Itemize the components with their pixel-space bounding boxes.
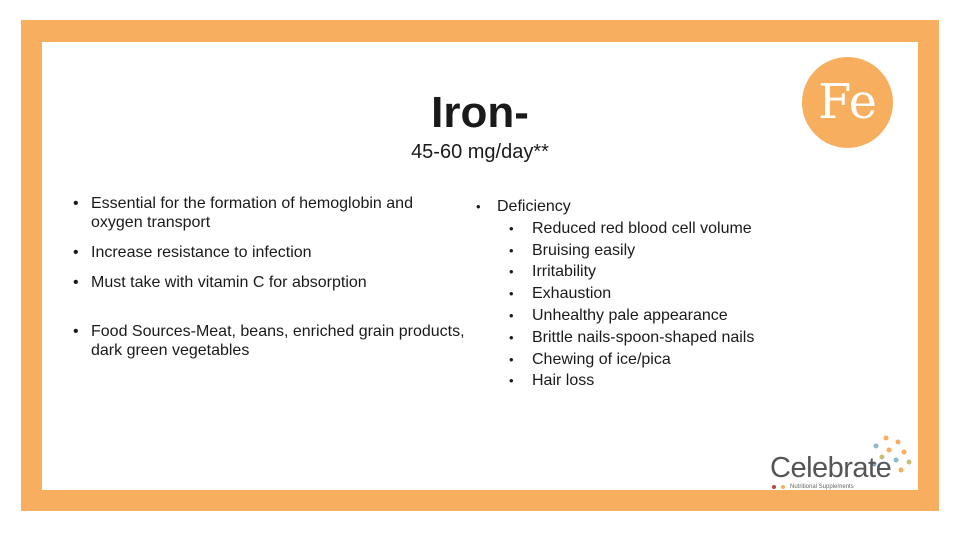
deficiency-symptoms xyxy=(497,218,806,392)
logo-dot xyxy=(896,440,901,445)
list-item: • Chewing of ice/pica xyxy=(497,349,806,371)
slide-title: Iron- xyxy=(431,88,529,137)
logo-tagline: Nutritional Supplements xyxy=(790,484,854,490)
list-item: • Increase resistance to infection xyxy=(72,243,467,262)
iron-element-badge: Fe xyxy=(802,57,893,148)
list-item: • Exhaustion xyxy=(497,283,806,305)
list-item: • Hair loss xyxy=(497,370,806,392)
logo-dot xyxy=(874,444,879,449)
list-item: • Food Sources-Meat, beans, enriched grain products, dark green vegetables xyxy=(72,322,467,360)
logo-dot xyxy=(899,468,904,473)
slide-subtitle: 45-60 mg/day** xyxy=(411,141,549,163)
list-item: • Must take with vitamin C for absorption xyxy=(72,273,467,292)
logo-dot xyxy=(781,485,785,489)
logo-dot xyxy=(902,450,907,455)
deficiency-list xyxy=(476,196,806,392)
logo-dot xyxy=(894,458,899,463)
logo-dot xyxy=(772,485,776,489)
list-item: • Reduced red blood cell volume xyxy=(497,218,806,240)
list-item: • Essential for the formation of hemoglobin and oxygen transport xyxy=(72,194,467,232)
list-item: • Brittle nails-spoon-shaped nails xyxy=(497,327,806,349)
logo-dot xyxy=(907,460,912,465)
list-item: • Bruising easily xyxy=(497,240,806,262)
deficiency-heading-item xyxy=(476,196,806,392)
list-item: • Irritability xyxy=(497,261,806,283)
list-item: • Unhealthy pale appearance xyxy=(497,305,806,327)
logo-wordmark: Celebrate xyxy=(770,452,892,484)
benefits-list xyxy=(72,194,467,360)
deficiency-heading: Deficiency xyxy=(497,198,571,215)
logo-dot xyxy=(884,436,889,441)
